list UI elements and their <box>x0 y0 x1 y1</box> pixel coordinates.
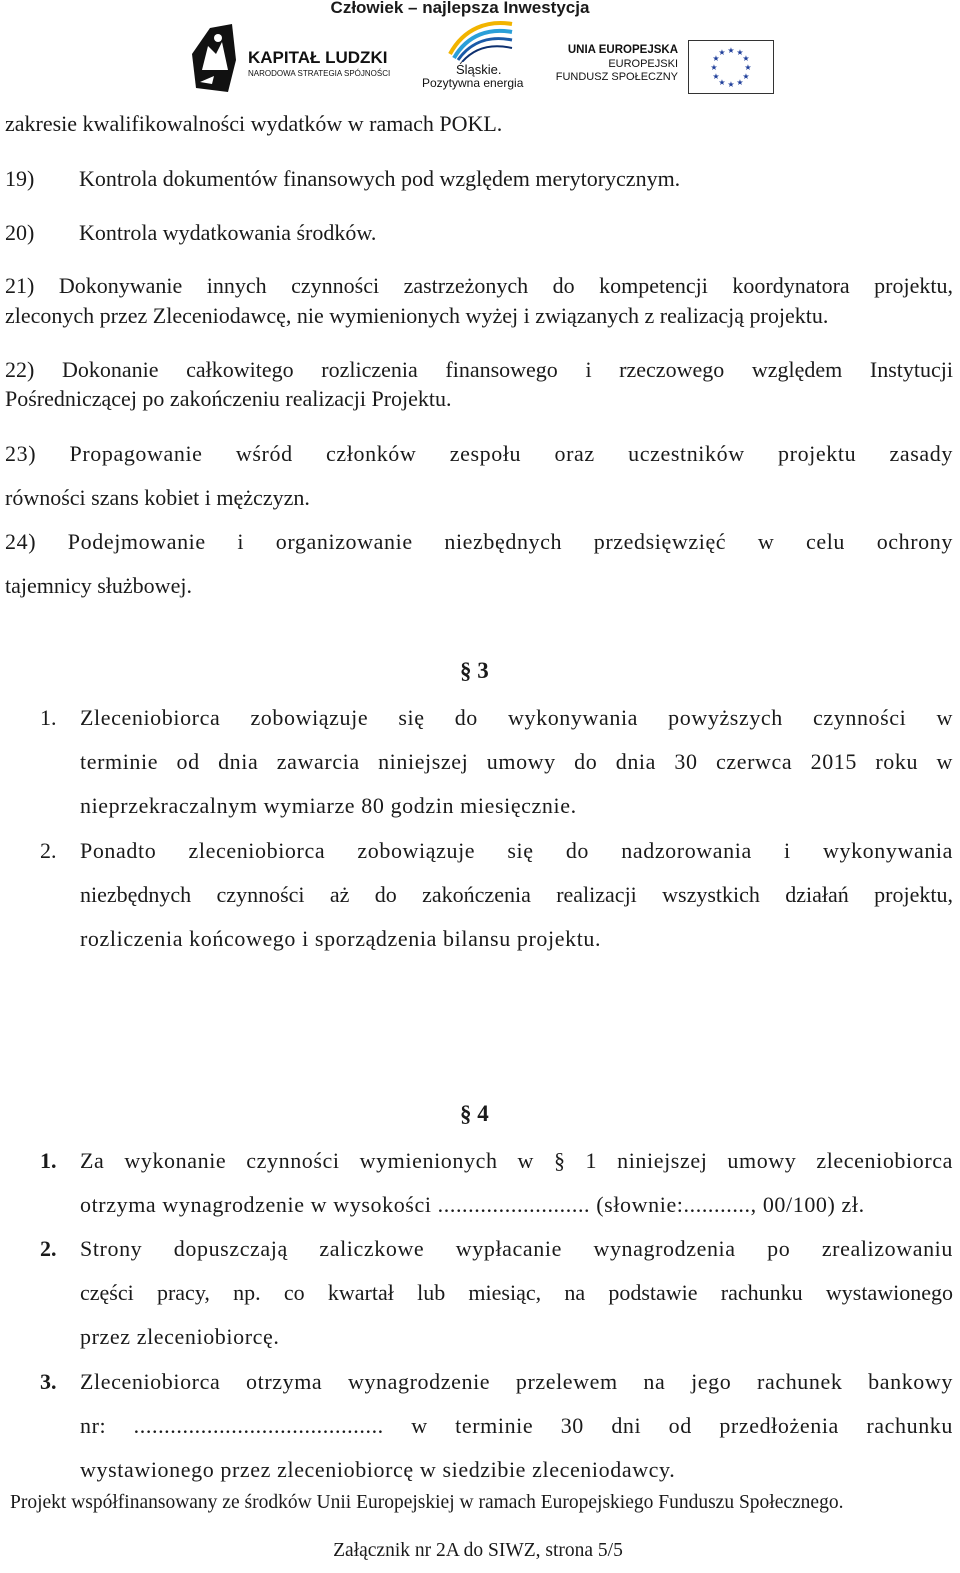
s4-item-3-number: 3. <box>40 1369 57 1394</box>
ue-line3: FUNDUSZ SPOŁECZNY <box>555 71 678 83</box>
item-20-text: Kontrola wydatkowania środków. <box>79 220 377 245</box>
svg-text:★: ★ <box>744 63 752 72</box>
svg-text:★: ★ <box>710 63 718 72</box>
section-4-title: § 4 <box>460 1101 489 1126</box>
s3-item-2-line1: Ponadto zleceniobiorca zobowiązuje się do nadzorowania i wykonywania <box>80 838 953 863</box>
slaskie-wave-icon <box>446 18 516 62</box>
item-23-line1: 23) Propagowanie wśród członków zespołu oraz uczestników projektu zasady <box>5 441 953 466</box>
item-21-line1: 21) Dokonywanie innych czynności zastrzeżonych do kompetencji koordynatora projektu, <box>5 273 953 298</box>
svg-text:★: ★ <box>727 80 735 89</box>
item-21-line2: zleconych przez Zleceniodawcę, nie wymienionych wyżej i związanych z realizacją projektu. <box>5 303 829 328</box>
s4-item-3-line3: wystawionego przez zleceniobiorcę w siedzibie zleceniodawcy. <box>80 1457 676 1482</box>
svg-text:★: ★ <box>736 78 744 87</box>
item-19 <box>5 164 680 194</box>
ue-line1: UNIA EUROPEJSKA <box>567 44 678 56</box>
svg-text:★: ★ <box>727 46 735 55</box>
kapital-ludzki-emblem-icon <box>192 24 244 92</box>
s4-item-1-line1: Za wykonanie czynności wymienionych w § 1 niniejszej umowy zleceniobiorca <box>80 1148 953 1173</box>
s3-item-2-line2: niezbędnych czynności aż do zakończenia realizacji wszystkich działań projektu, <box>80 882 953 907</box>
s4-item-2-line3: przez zleceniobiorcę. <box>80 1324 280 1349</box>
s4-item-2-line1: Strony dopuszczają zaliczkowe wypłacanie wynagrodzenia po zrealizowaniu <box>80 1236 953 1261</box>
ue-line2: EUROPEJSKI <box>608 58 678 70</box>
svg-text:★: ★ <box>718 78 726 87</box>
s3-item-1-line3: nieprzekraczalnym wymiarze 80 godzin miesięcznie. <box>80 793 577 818</box>
item-19-text: Kontrola dokumentów finansowych pod względem merytorycznym. <box>79 166 681 191</box>
s3-item-1-line1: Zleceniobiorca zobowiązuje się do wykonywania powyższych czynności w <box>80 705 953 730</box>
svg-text:★: ★ <box>718 48 726 57</box>
page-footer: Załącznik nr 2A do SIWZ, strona 5/5 <box>333 1540 623 1561</box>
slaskie-subtitle: Pozytywna energia <box>422 76 524 90</box>
text-line-18-cont: zakresie kwalifikowalności wydatków w ramach POKL. <box>5 111 503 136</box>
s4-item-3-line2: nr: ......................................... w terminie 30 dni od przedłożenia rachunku <box>80 1413 953 1438</box>
eu-flag <box>688 40 774 94</box>
s3-item-2-line3: rozliczenia końcowego i sporządzenia bilansu projektu. <box>80 926 602 951</box>
item-20-number: 20) <box>5 220 35 245</box>
item-24-line1: 24) Podejmowanie i organizowanie niezbędnych przedsięwzięć w celu ochrony <box>5 529 953 554</box>
s3-item-2-number: 2. <box>40 838 57 863</box>
cofinance-footer: Projekt współfinansowany ze środków Unii Europejskiej w ramach Europejskiego Funduszu Społecznego. <box>10 1492 844 1513</box>
eu-stars-icon <box>689 41 773 93</box>
kapital-ludzki-logo <box>192 24 392 96</box>
item-19-number: 19) <box>5 166 35 191</box>
item-22-line2: Pośredniczącej po zakończeniu realizacji Projektu. <box>5 386 452 411</box>
svg-text:★: ★ <box>742 54 750 63</box>
s4-item-1-number: 1. <box>40 1148 57 1173</box>
svg-text:★: ★ <box>712 54 720 63</box>
section-3-title: § 3 <box>460 658 489 683</box>
item-22-line1: 22) Dokonanie całkowitego rozliczenia finansowego i rzeczowego względem Instytucji <box>5 357 953 382</box>
kapital-ludzki-subtitle: NARODOWA STRATEGIA SPÓJNOŚCI <box>248 69 391 78</box>
s4-item-2-line2: części pracy, np. co kwartał lub miesiąc, na podstawie rachunku wystawionego <box>80 1280 953 1305</box>
s3-item-1-line2: terminie od dnia zawarcia niniejszej umowy do dnia 30 czerwca 2015 roku w <box>80 749 953 774</box>
s4-item-2-number: 2. <box>40 1236 57 1261</box>
s3-item-1-number: 1. <box>40 705 57 730</box>
item-20 <box>5 218 376 248</box>
slaskie-title: Śląskie. <box>456 62 502 77</box>
slaskie-logo <box>422 18 534 90</box>
item-24-line2: tajemnicy służbowej. <box>5 573 192 598</box>
svg-text:★: ★ <box>742 72 750 81</box>
svg-text:★: ★ <box>736 48 744 57</box>
s4-item-1-line2: otrzyma wynagrodzenie w wysokości ......................... (słownie:..........., 00/100) zł. <box>80 1192 865 1217</box>
kapital-ludzki-title: KAPITAŁ LUDZKI <box>248 48 388 67</box>
ue-efs-text <box>555 44 680 88</box>
s4-item-3-line1: Zleceniobiorca otrzyma wynagrodzenie przelewem na jego rachunek bankowy <box>80 1369 953 1394</box>
svg-text:★: ★ <box>712 72 720 81</box>
header-tagline: Człowiek – najlepsza Inwestycja <box>330 0 590 17</box>
item-23-line2: równości szans kobiet i mężczyzn. <box>5 485 310 510</box>
